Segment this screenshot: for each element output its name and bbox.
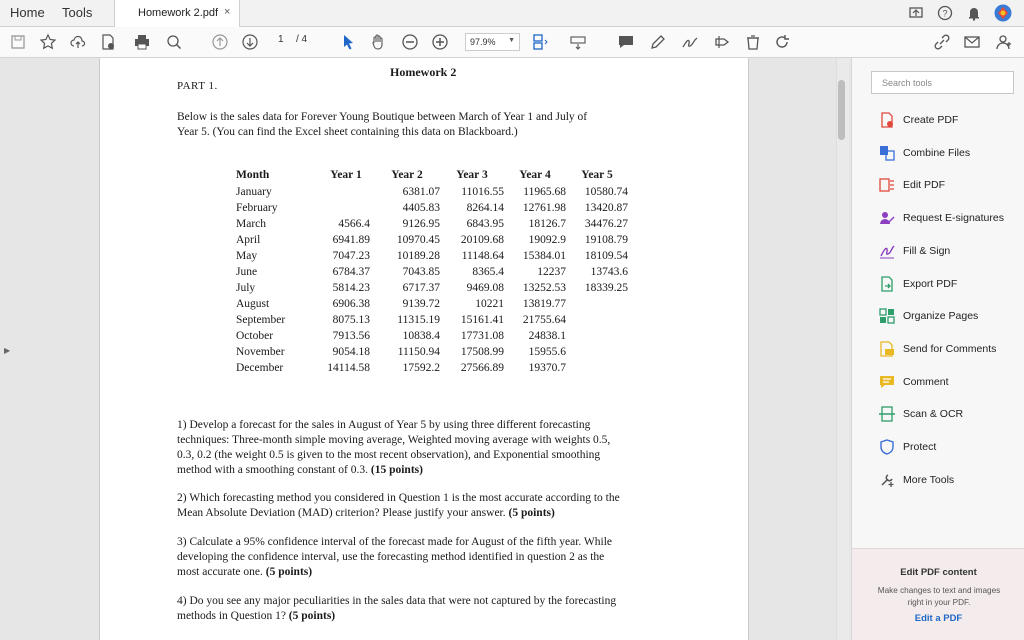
table-cell: 5814.23 (332, 281, 370, 294)
table-cell: 10580.74 (584, 185, 628, 198)
draw-signature-icon[interactable] (680, 32, 700, 52)
table-cell: June (236, 265, 258, 278)
organize-pages-icon (878, 307, 896, 325)
document-tab-title: Homework 2.pdf (138, 7, 219, 19)
upload-cloud-icon[interactable] (68, 32, 88, 52)
table-cell: 6843.95 (466, 217, 504, 230)
menu-home[interactable]: Home (10, 5, 45, 20)
tool-label: Combine Files (903, 146, 971, 159)
table-cell (566, 360, 628, 376)
avatar-icon[interactable] (993, 3, 1013, 23)
table-header (236, 168, 628, 184)
scan-ocr-icon (878, 405, 896, 423)
table-cell: 6906.38 (332, 297, 370, 310)
q1-line-2: techniques: Three-month simple moving average, Weighted moving average with weights 0.5, (177, 434, 611, 446)
q2-line-1: 2) Which forecasting method you considered in Question 1 is the most accurate according to the (177, 492, 620, 504)
table-row (236, 344, 628, 360)
table-cell: May (236, 249, 258, 262)
table-cell: 13819.77 (522, 297, 566, 310)
protect-icon (878, 438, 896, 456)
table-cell: 9054.18 (332, 345, 370, 358)
promo-text: Make changes to text and images right in your PDF. (877, 586, 1001, 607)
q1-line-4 (177, 463, 677, 478)
table-cell (566, 328, 628, 344)
table-cell: 4405.83 (402, 201, 440, 214)
rotate-icon[interactable] (772, 32, 792, 52)
q4-points: (5 points) (288, 610, 336, 622)
column-header: Year 3 (456, 169, 488, 181)
part-heading: PART 1. (177, 80, 218, 92)
table-cell: 11016.55 (461, 185, 504, 198)
intro-line-2: Year 5. (You can find the Excel sheet containing this data on Blackboard.) (177, 126, 518, 138)
close-tab-icon[interactable]: × (224, 6, 231, 18)
table-cell: September (236, 313, 286, 326)
table-cell: 7043.85 (402, 265, 440, 278)
column-header: Year 4 (519, 169, 551, 181)
table-cell: 4566.4 (338, 217, 370, 230)
tool-combine-files[interactable] (878, 143, 1018, 163)
q3-points: (5 points) (265, 566, 313, 578)
table-cell: 17731.08 (460, 329, 504, 342)
tool-label: Request E-signatures (903, 212, 1004, 225)
share-screen-icon[interactable] (906, 3, 926, 23)
table-cell: 19108.79 (584, 233, 628, 246)
table-row (236, 184, 628, 200)
question-4 (177, 594, 677, 624)
tool-edit-pdf[interactable] (878, 175, 1018, 195)
tool-label: Organize Pages (903, 310, 979, 323)
table-cell (566, 312, 628, 328)
add-user-icon[interactable] (994, 32, 1014, 52)
table-cell: July (236, 281, 256, 294)
table-cell: January (236, 185, 272, 198)
tool-export-pdf[interactable] (878, 274, 1018, 294)
edit-pdf-link[interactable]: Edit a PDF (914, 613, 963, 624)
table-cell: 8264.14 (466, 201, 504, 214)
table-cell: March (236, 217, 267, 230)
previous-page-icon[interactable] (210, 32, 230, 52)
tool-comment[interactable] (878, 372, 1018, 392)
q2-line-2-text: Mean Absolute Deviation (MAD) criterion? Please justify your answer. (177, 507, 506, 519)
table-row (236, 312, 628, 328)
zoom-value: 97.9% (470, 37, 496, 47)
table-row (236, 232, 628, 248)
table-cell: 18109.54 (584, 249, 628, 262)
delete-icon[interactable] (743, 32, 763, 52)
table-row (236, 296, 628, 312)
collapse-left-pane-icon[interactable]: ▶ (4, 346, 11, 355)
table-cell: 6717.37 (402, 281, 440, 294)
tool-label: Fill & Sign (903, 244, 951, 257)
chevron-down-icon: ▼ (508, 37, 515, 44)
table-cell: 19092.9 (528, 233, 566, 246)
table-cell: 9469.08 (466, 281, 504, 294)
table-cell: 13743.6 (590, 265, 628, 278)
create-pdf-icon[interactable] (98, 32, 118, 52)
pdf-page (99, 58, 749, 640)
table-cell: 17508.99 (460, 345, 504, 358)
page-total: / 4 (296, 34, 308, 45)
promo-box (852, 548, 1024, 640)
document-viewer[interactable] (0, 58, 850, 640)
table-cell: 27566.89 (460, 361, 504, 374)
q4-line-2-text: methods in Question 1? (177, 610, 286, 622)
table-cell: February (236, 201, 278, 214)
q1-line-4-text: method with a smoothing constant of 0.3. (177, 464, 369, 476)
next-page-icon[interactable] (240, 32, 260, 52)
table-cell: 13420.87 (584, 201, 628, 214)
table-row (236, 280, 628, 296)
table-cell: 18126.7 (528, 217, 566, 230)
bookmark-star-icon[interactable] (38, 32, 58, 52)
tool-create-pdf[interactable] (878, 110, 1018, 130)
tool-request-e-signatures[interactable] (878, 208, 1018, 228)
zoom-search-icon[interactable] (164, 32, 184, 52)
intro-line-1: Below is the sales data for Forever Young Boutique between March of Year 1 and July of (177, 111, 588, 123)
table-cell: 15384.01 (522, 249, 566, 262)
table-cell (566, 296, 628, 312)
table-cell: December (236, 361, 284, 374)
table-cell: 10970.45 (396, 233, 440, 246)
tool-label: Create PDF (903, 114, 959, 126)
column-header: Year 5 (581, 169, 613, 181)
table-cell: 10189.28 (396, 249, 440, 262)
table-row (236, 248, 628, 264)
document-tab[interactable] (114, 0, 240, 27)
tools-pane (851, 58, 1024, 640)
create-pdf-icon (878, 111, 896, 129)
table-cell: 14114.58 (327, 361, 370, 374)
export-pdf-icon (878, 275, 896, 293)
stamp-icon[interactable] (712, 32, 732, 52)
sales-table (236, 168, 628, 376)
table-cell: 15161.41 (460, 313, 504, 326)
bell-icon[interactable] (964, 3, 984, 23)
question-1 (177, 418, 677, 478)
tool-protect[interactable] (878, 437, 1018, 457)
edit-pdf-icon (878, 176, 896, 194)
table-row (236, 200, 628, 216)
table-cell (566, 344, 628, 360)
tool-label: Protect (903, 441, 937, 453)
table-cell: 9139.72 (402, 297, 440, 310)
comment-icon (878, 373, 896, 391)
tool-label: Send for Comments (903, 342, 997, 355)
table-cell: 6941.89 (332, 233, 370, 246)
comment-icon[interactable] (616, 32, 636, 52)
more-tools-icon (878, 471, 896, 489)
tool-more-tools[interactable] (878, 470, 1018, 490)
table-cell: 20109.68 (460, 233, 504, 246)
table-cell: 10838.4 (402, 329, 440, 342)
table-row (236, 216, 628, 232)
table-cell: 8075.13 (332, 313, 370, 326)
q3-line-3 (177, 565, 677, 580)
table-cell (318, 184, 374, 200)
tool-fill-sign[interactable] (878, 241, 1018, 261)
vertical-scrollbar[interactable] (836, 58, 849, 640)
table-cell: 18339.25 (584, 281, 628, 294)
table-cell: 12237 (537, 265, 566, 278)
q3-line-2: developing the confidence interval, use the forecasting method identified in question 2 as the (177, 551, 605, 563)
table-cell (318, 200, 374, 216)
column-header: Year 1 (330, 169, 362, 181)
request-e-signatures-icon (878, 209, 896, 227)
table-cell: 6784.37 (332, 265, 370, 278)
table-cell: 8365.4 (472, 265, 504, 278)
help-icon[interactable] (935, 3, 955, 23)
table-cell: 10221 (475, 297, 504, 310)
save-icon[interactable] (8, 32, 28, 52)
tool-label: More Tools (903, 473, 955, 486)
q4-line-2 (177, 609, 677, 624)
email-icon[interactable] (962, 32, 982, 52)
tool-send-for-comments[interactable] (878, 339, 1018, 359)
svg-text:?: ? (942, 8, 948, 19)
table-row (236, 360, 628, 376)
hand-tool-icon[interactable] (368, 32, 388, 52)
question-2 (177, 491, 677, 521)
table-cell: 34476.27 (584, 217, 628, 230)
search-tools-input[interactable]: Search tools (871, 71, 1014, 94)
zoom-level-select[interactable] (465, 33, 520, 51)
top-bar (0, 0, 1024, 27)
send-for-comments-icon (878, 340, 896, 358)
tool-scan-ocr[interactable] (878, 404, 1018, 424)
table-cell: 24838.1 (528, 329, 566, 342)
print-icon[interactable] (132, 32, 152, 52)
q3-line-3-text: most accurate one. (177, 566, 263, 578)
tool-organize-pages[interactable] (878, 306, 1018, 326)
tool-label: Edit PDF (903, 179, 946, 192)
highlight-pen-icon[interactable] (648, 32, 668, 52)
share-link-icon[interactable] (932, 32, 952, 52)
table-body (236, 184, 628, 376)
zoom-in-icon[interactable] (430, 32, 450, 52)
table-cell: 21755.64 (522, 313, 566, 326)
column-header: Year 2 (391, 169, 423, 181)
table-cell: 11150.94 (397, 345, 440, 358)
q2-line-2 (177, 506, 677, 521)
promo-title: Edit PDF content (900, 567, 977, 578)
table-cell: October (236, 329, 274, 342)
q3-line-1: 3) Calculate a 95% confidence interval of the forecast made for August of the fifth year. While (177, 536, 613, 548)
scrollbar-thumb[interactable] (838, 80, 845, 140)
table-row (236, 264, 628, 280)
table-cell: 13252.53 (522, 281, 566, 294)
table-row (236, 328, 628, 344)
table-cell: 11315.19 (397, 313, 440, 326)
keyboard-icon[interactable] (568, 32, 588, 52)
q4-line-1: 4) Do you see any major peculiarities in the sales data that were not captured by the forecasting (177, 595, 617, 607)
page-title: Homework 2 (390, 65, 457, 79)
table-cell: November (236, 345, 285, 358)
table-cell: 19370.7 (528, 361, 566, 374)
select-arrow-icon[interactable] (338, 32, 358, 52)
table-cell: April (236, 233, 261, 246)
table-cell: 9126.95 (402, 217, 440, 230)
table-cell: 7913.56 (332, 329, 370, 342)
table-cell: 11965.68 (523, 185, 566, 198)
table-cell: 17592.2 (402, 361, 440, 374)
column-header: Month (236, 169, 270, 181)
question-3 (177, 535, 677, 580)
page-number-input[interactable]: 1 (278, 34, 284, 45)
table-cell: August (236, 297, 270, 310)
page-display-icon[interactable] (530, 32, 550, 52)
q1-line-3: 0.3, 0.2 (the weight 0.5 is given to the most recent observation), and Exponential smoothing (177, 449, 601, 461)
tool-label: Export PDF (903, 277, 958, 290)
tool-label: Comment (903, 375, 949, 388)
fill-sign-icon (878, 242, 896, 260)
table-cell: 15955.6 (528, 345, 566, 358)
tool-label: Scan & OCR (903, 408, 964, 421)
menu-tools[interactable]: Tools (62, 5, 93, 20)
table-cell: 6381.07 (402, 185, 440, 198)
combine-files-icon (878, 144, 896, 162)
q2-points: (5 points) (508, 507, 555, 519)
zoom-out-icon[interactable] (400, 32, 420, 52)
table-cell: 11148.64 (461, 249, 504, 262)
toolbar (0, 27, 1024, 58)
table-cell: 7047.23 (332, 249, 370, 262)
q1-points: (15 points) (370, 464, 423, 476)
q1-line-1: 1) Develop a forecast for the sales in August of Year 5 by using three different forecasting (177, 419, 591, 431)
table-cell: 12761.98 (522, 201, 566, 214)
